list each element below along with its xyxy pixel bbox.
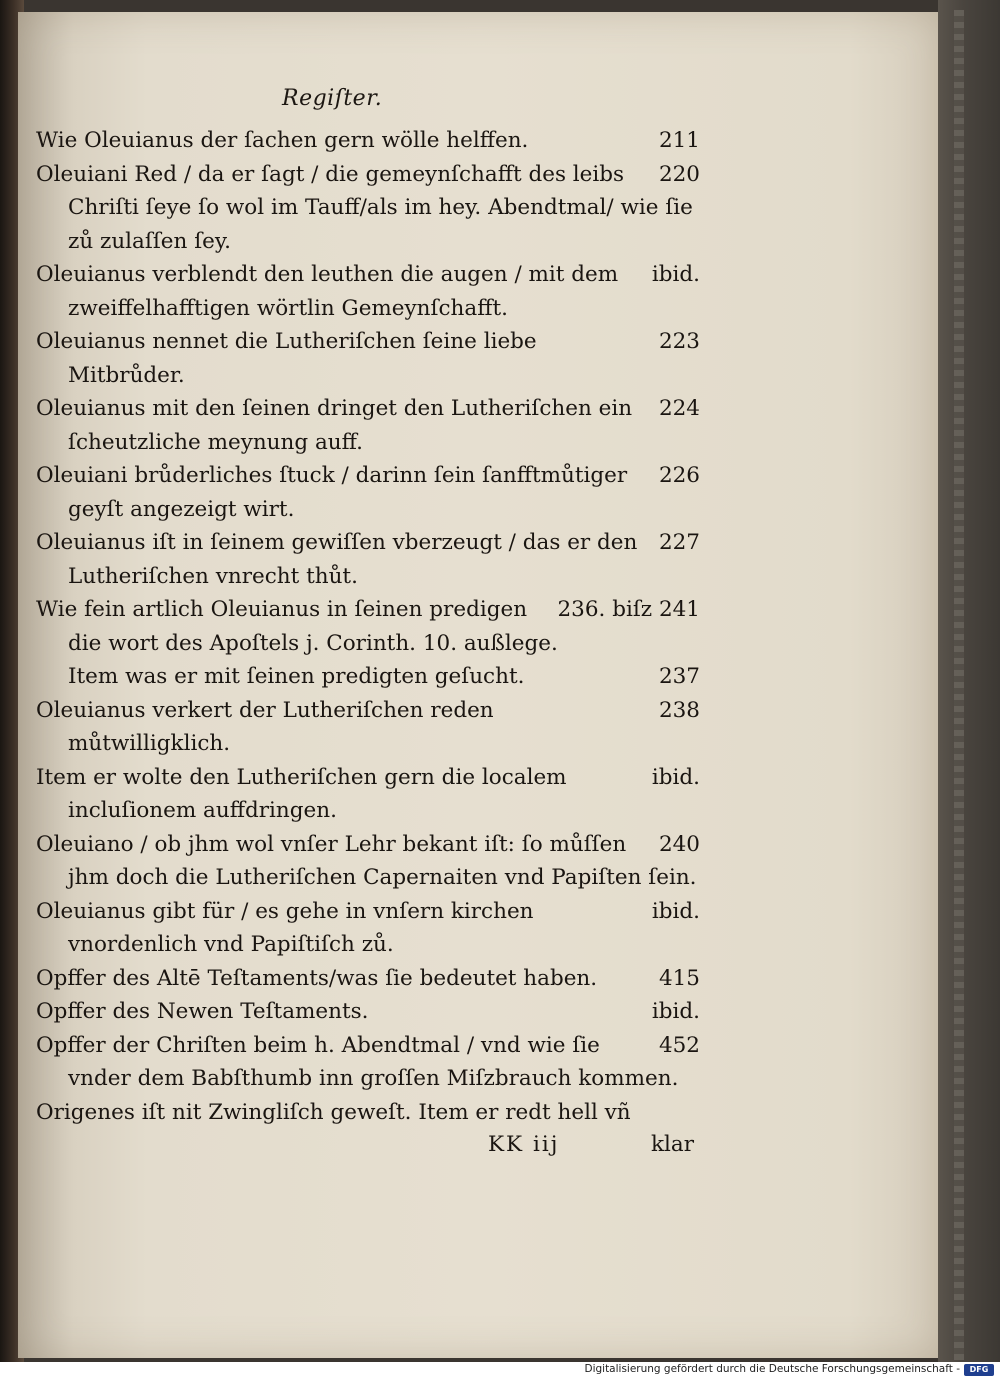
index-entry xyxy=(36,158,700,259)
entry-text: Wie Oleuianus der ſachen gern wölle helffen. xyxy=(36,128,529,153)
entry-text: Item er wolte den Lutheriſchen gern die localem incluſionem auffdringen. xyxy=(36,764,567,823)
entry-text: Oleuianus mit den ſeinen dringet den Lutheriſchen ein ſcheutzliche meynung auff. xyxy=(36,396,633,455)
index-entry xyxy=(36,1029,700,1096)
entry-text: Oleuianus nennet die Lutheriſchen ſeine liebe Mitbrůder. xyxy=(36,329,537,388)
entry-text: Opffer des Altē Teſtaments/was ſie bedeutet haben. xyxy=(36,965,598,991)
signature-mark: KK iij xyxy=(488,1132,560,1157)
entry-text: Wie fein artlich Oleuianus in ſeinen predigen die wort des Apoſtels j. Corinth. 10. außlege. xyxy=(36,597,558,656)
entry-page-ref: ibid. xyxy=(651,764,700,790)
index-entry xyxy=(36,258,700,325)
index-entry xyxy=(36,593,700,660)
entry-text: Oleuianus verkert der Lutheriſchen reden můtwilligklich. xyxy=(36,697,494,756)
entry-text: Item was er mit ſeinen predigten geſucht. xyxy=(68,664,525,689)
entry-page-ref: ibid. xyxy=(651,262,700,287)
index-entry xyxy=(36,761,700,828)
entry-text: Opffer der Chriſten beim h. Abendtmal / vnd wie ſie vnder dem Babſthumb inn groſſen Miſzbrauch kommen. xyxy=(36,1032,679,1091)
entry-page-ref: 237 xyxy=(658,664,700,689)
index-entry xyxy=(36,828,700,895)
funding-credit: Digitalisierung gefördert durch die Deutsche Forschungsgemeinschaft - xyxy=(584,1363,960,1375)
entry-page-ref: 226 xyxy=(658,463,700,488)
catchword-line xyxy=(480,1132,694,1166)
index-entry xyxy=(36,895,700,962)
entry-page-ref: ibid. xyxy=(651,999,700,1024)
entry-page-ref: 220 xyxy=(658,161,700,187)
running-head: Regiſter. xyxy=(282,86,383,111)
index-entry xyxy=(36,459,700,526)
page-edge xyxy=(938,0,1000,1362)
entry-page-ref: 224 xyxy=(658,396,700,421)
entry-page-ref: 211 xyxy=(658,128,700,153)
entry-page-ref: 223 xyxy=(658,329,700,354)
entry-page-ref: ibid. xyxy=(651,898,700,924)
index-entry xyxy=(36,526,700,593)
index-entry xyxy=(36,124,700,158)
index-entry xyxy=(36,995,700,1029)
index-entry xyxy=(36,660,700,694)
register-index-list xyxy=(36,124,700,1129)
entry-page-ref: 452 xyxy=(658,1032,700,1058)
index-entry xyxy=(36,325,700,392)
entry-text: Oleuiani Red / da er ſagt / die gemeynſchafft des leibs Chriſti ſeye ſo wol im Tauff/als im hey. Abendtmal/ wie ſie zů zulaſſen ſey. xyxy=(36,161,693,254)
entry-page-ref: 236. biſz 241 xyxy=(557,597,700,622)
index-entry xyxy=(36,694,700,761)
index-entry xyxy=(36,962,700,996)
ruler-strip xyxy=(954,10,964,1360)
index-entry xyxy=(36,1096,700,1130)
entry-text: Oleuianus gibt für / es gehe in vnſern kirchen vnordenlich vnd Papiſtiſch zů. xyxy=(36,898,534,957)
entry-text: Oleuianus iſt in ſeinem gewiſſen vberzeugt / das er den Lutheriſchen vnrecht thůt. xyxy=(36,530,638,589)
entry-page-ref: 415 xyxy=(658,965,700,991)
dfg-logo: DFG xyxy=(964,1364,994,1376)
entry-text: Oleuiano / ob jhm wol vnſer Lehr bekant iſt: ſo můſſen jhm doch die Lutheriſchen Capernaiten vnd Papiſten ſein. xyxy=(36,831,697,890)
entry-text: Oleuianus verblendt den leuthen die augen / mit dem zweiffelhafftigen wörtlin Gemeynſchafft. xyxy=(36,262,619,321)
entry-text: Oleuiani brůderliches ſtuck / darinn ſein ſanfftmůtiger geyſt angezeigt wirt. xyxy=(36,463,628,522)
entry-text: Origenes iſt nit Zwingliſch geweſt. Item er redt hell vñ xyxy=(36,1099,631,1125)
entry-page-ref: 227 xyxy=(658,530,700,555)
index-entry xyxy=(36,392,700,459)
catchword: klar xyxy=(651,1132,694,1157)
entry-page-ref: 240 xyxy=(658,831,700,857)
entry-text: Opffer des Newen Teſtaments. xyxy=(36,999,369,1024)
entry-page-ref: 238 xyxy=(658,697,700,723)
